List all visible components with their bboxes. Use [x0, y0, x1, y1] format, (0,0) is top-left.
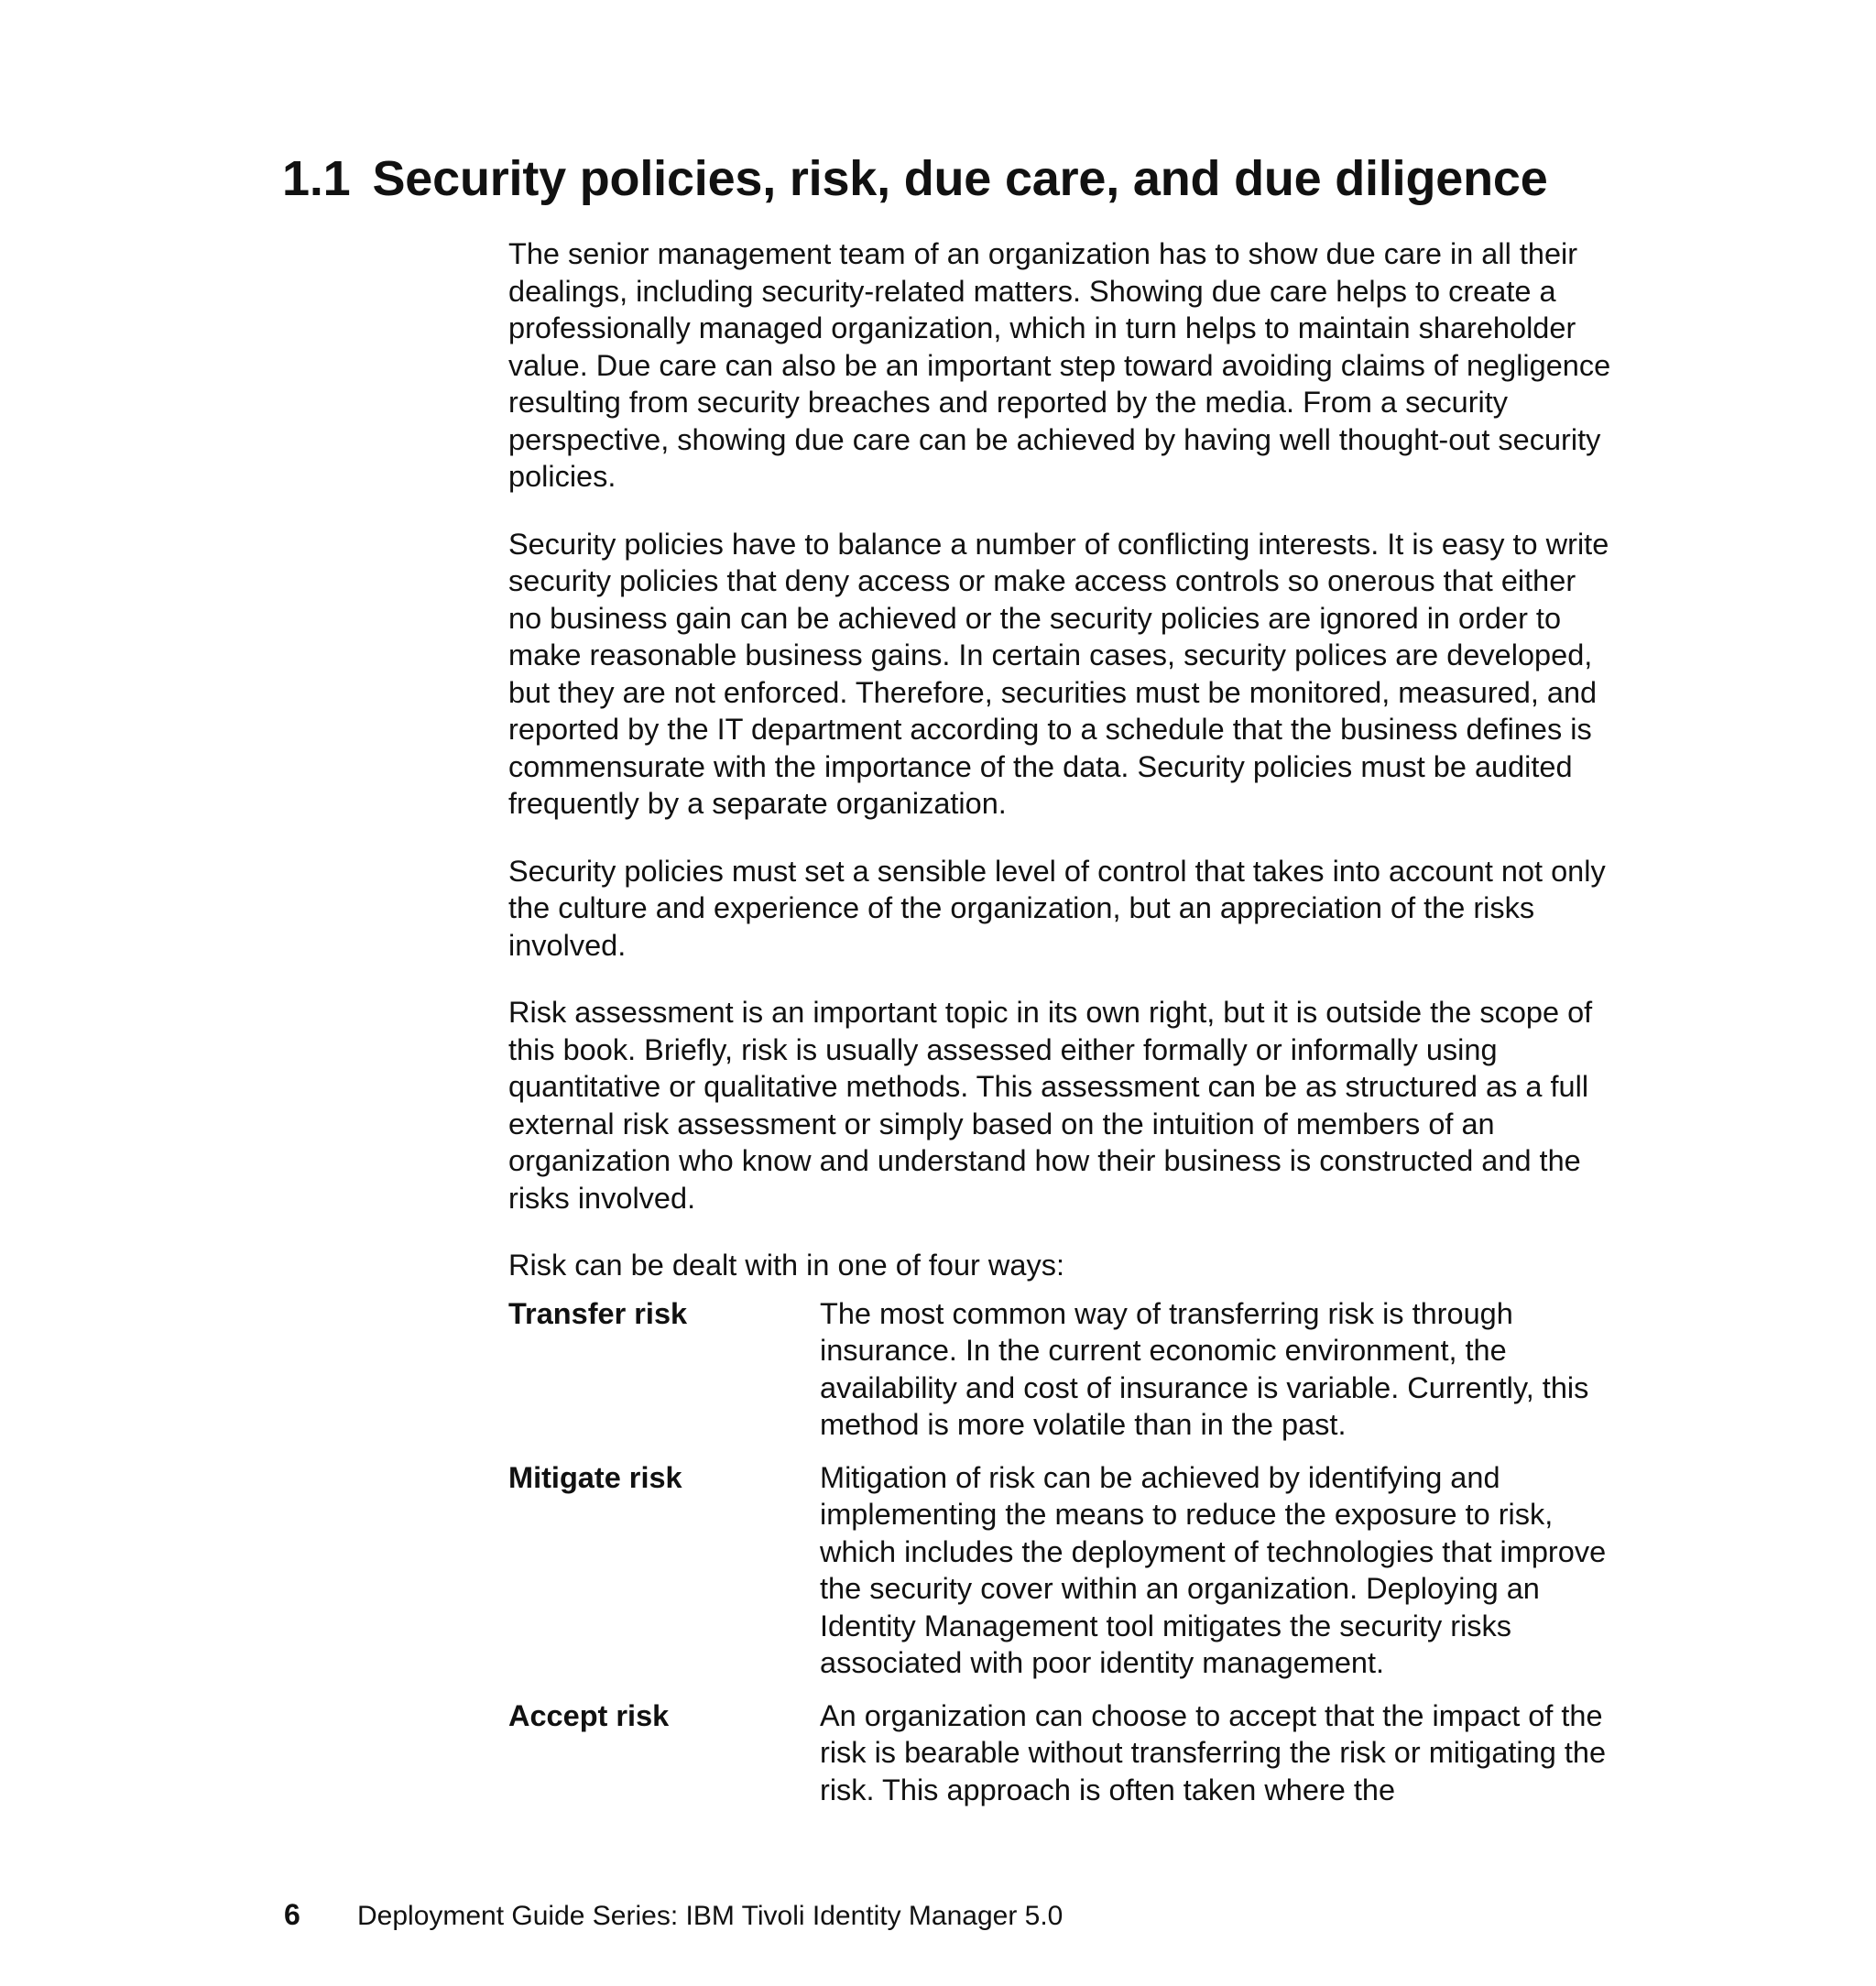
page-footer — [284, 1896, 1063, 1935]
definition-description: Mitigation of risk can be achieved by identifying and implementing the means to reduce the exposure to risk, which includes the deployment of technologies that improve the security cover within an organization. Deploying an Identity Management tool mitigates the security risks associated with poor identity management. — [820, 1460, 1607, 1679]
definition-list — [508, 1295, 1612, 1809]
paragraph: Security policies have to balance a number of conflicting interests. It is easy to write security policies that deny access or make access controls so onerous that either no business gain can be achieved or the security policies are ignored in order to make reasonable business gains. In certain cases, security polices are developed, but they are not enforced. Therefore, securities must be monitored, measured, and reported by the IT department according to a schedule that the business defines is commensurate with the importance of the data. Security policies must be audited frequently by a separate organization. — [508, 527, 1609, 820]
page-number: 6 — [284, 1898, 300, 1931]
list-intro: Risk can be dealt with in one of four ways: — [508, 1249, 1064, 1282]
section-title: Security policies, risk, due care, and due diligence — [372, 151, 1548, 206]
definition-description: The most common way of transferring risk is through insurance. In the current economic environment, the availability and cost of insurance is variable. Currently, this method is more volatile than in the past. — [820, 1296, 1589, 1441]
definition-term: Accept risk — [508, 1698, 670, 1732]
section-heading — [282, 147, 1548, 211]
definition-description: An organization can choose to accept that the impact of the risk is bearable without transferring the risk or mitigating the risk. This approach is often taken where the — [820, 1698, 1607, 1806]
body-text — [508, 235, 1612, 1824]
definition-item — [508, 1295, 1612, 1444]
book-title: Deployment Guide Series: IBM Tivoli Identity Manager 5.0 — [357, 1901, 1063, 1931]
definition-term: Mitigate risk — [508, 1460, 682, 1494]
definition-item — [508, 1459, 1612, 1682]
paragraph: Risk assessment is an important topic in its own right, but it is outside the scope of this book. Briefly, risk is usually assessed either formally or informally using quantitative or qualitative methods. This assessment can be as structured as a full external risk assessment or simply based on the intuition of members of an organization who know and understand how their business is constructed and the risks involved. — [508, 996, 1593, 1215]
definition-item — [508, 1697, 1612, 1809]
paragraph: The senior management team of an organization has to show due care in all their dealings, including security-related matters. Showing due care helps to create a professionally managed organization, which in turn helps to maintain shareholder value. Due care can also be an important step toward avoiding claims of negligence resulting from security breaches and reported by the media. From a security perspective, showing due care can be achieved by having well thought-out security policies. — [508, 237, 1611, 493]
section-number: 1.1 — [282, 151, 351, 206]
definition-term: Transfer risk — [508, 1296, 688, 1330]
paragraph: Security policies must set a sensible level of control that takes into account not only the culture and experience of the organization, but an appreciation of the risks involved. — [508, 854, 1606, 962]
